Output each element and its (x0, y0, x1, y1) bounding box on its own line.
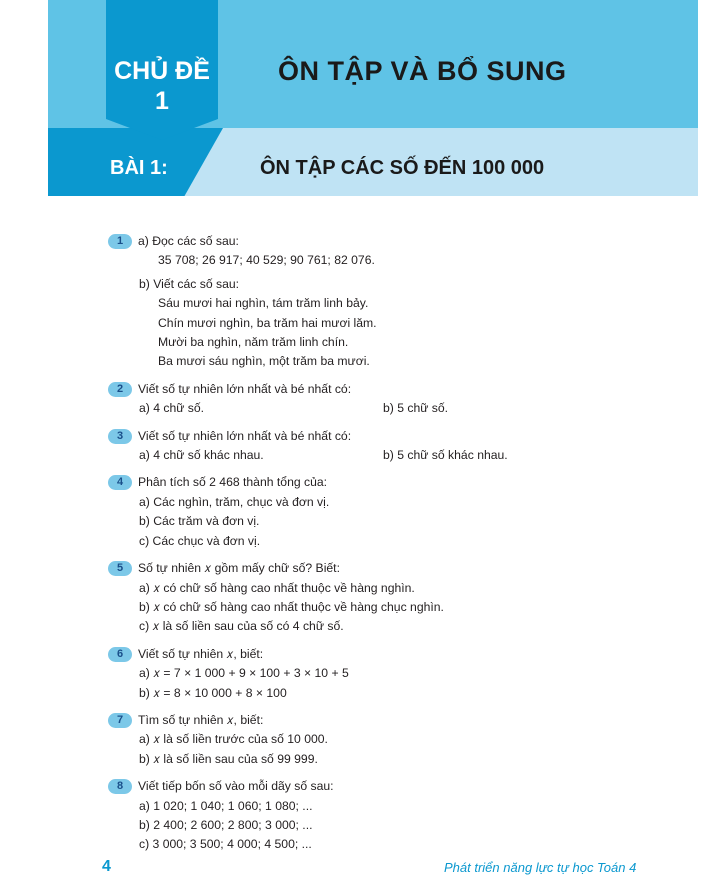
exercise-2 (108, 380, 668, 419)
exercise-question: Viết số tự nhiên lớn nhất và bé nhất có: (138, 428, 352, 443)
exercise-1 (108, 232, 668, 372)
exercise-question: Phân tích số 2 468 thành tổng của: (138, 475, 328, 490)
exercise-number-badge: 7 (108, 713, 132, 728)
exercise-part-b: b) 𝑥 là số liền sau của số 99 999. (139, 751, 318, 766)
exercise-8 (108, 777, 668, 855)
exercise-7 (108, 711, 668, 769)
exercise-number-badge: 6 (108, 647, 132, 662)
exercise-list (108, 232, 668, 863)
exercise-question: Viết số tự nhiên lớn nhất và bé nhất có: (138, 381, 352, 396)
exercise-4 (108, 473, 668, 551)
chapter-header (48, 0, 698, 196)
exercise-6 (108, 645, 668, 703)
exercise-part-b: b) 5 chữ số khác nhau. (383, 448, 508, 463)
exercise-number-badge: 3 (108, 429, 132, 444)
book-title: Phát triển năng lực tự học Toán 4 (444, 860, 637, 875)
exercise-number-badge: 5 (108, 561, 132, 576)
number-word-line: Chín mươi nghìn, ba trăm hai mươi lăm. (158, 315, 377, 330)
chapter-number: 1 (155, 87, 169, 115)
exercise-part-c: c) Các chục và đơn vị. (139, 533, 261, 548)
exercise-part-b: b) 2 400; 2 600; 2 800; 3 000; ... (139, 817, 313, 832)
exercise-number-badge: 1 (108, 234, 132, 249)
number-word-line: Sáu mươi hai nghìn, tám trăm linh bảy. (158, 296, 369, 311)
exercise-part-a: a) 𝑥 có chữ số hàng cao nhất thuộc về hàng nghìn. (139, 580, 415, 595)
exercise-5 (108, 559, 668, 637)
number-word-line: Mười ba nghìn, năm trăm linh chín. (158, 335, 349, 350)
exercise-question: Viết tiếp bốn số vào mỗi dãy số sau: (138, 779, 334, 794)
exercise-number-badge: 4 (108, 475, 132, 490)
number-list: 35 708; 26 917; 40 529; 90 761; 82 076. (158, 253, 375, 268)
exercise-question: Viết số tự nhiên 𝑥, biết: (138, 646, 264, 661)
exercise-number-badge: 2 (108, 382, 132, 397)
exercise-part-c: c) 𝑥 là số liền sau của số có 4 chữ số. (139, 619, 344, 634)
exercise-question: Số tự nhiên 𝑥 gồm mấy chữ số? Biết: (138, 561, 340, 576)
exercise-part-a: a) Đọc các số sau: (138, 234, 239, 248)
exercise-part-b: b) 𝑥 = 8 × 10 000 + 8 × 100 (139, 685, 287, 700)
exercise-part-a: a) 𝑥 = 7 × 1 000 + 9 × 100 + 3 × 10 + 5 (139, 666, 349, 681)
exercise-question: Tìm số tự nhiên 𝑥, biết: (138, 712, 264, 727)
number-word-line: Ba mươi sáu nghìn, một trăm ba mươi. (158, 354, 370, 369)
exercise-part-a: a) 1 020; 1 040; 1 060; 1 080; ... (139, 798, 313, 813)
exercise-part-b: b) Viết các số sau: (139, 276, 240, 291)
exercise-3 (108, 427, 668, 466)
exercise-part-b: b) Các trăm và đơn vị. (139, 514, 260, 529)
chapter-label-text: CHỦ ĐỀ (114, 57, 210, 85)
exercise-part-b: b) 𝑥 có chữ số hàng cao nhất thuộc về hàng chục nghìn. (139, 599, 444, 614)
lesson-title: ÔN TẬP CÁC SỐ ĐẾN 100 000 (260, 157, 545, 179)
exercise-part-a: a) 𝑥 là số liền trước của số 10 000. (139, 732, 328, 747)
exercise-part-b: b) 5 chữ số. (383, 401, 449, 416)
chapter-label (106, 56, 218, 116)
exercise-part-a: a) 4 chữ số khác nhau. (139, 448, 264, 463)
page-number: 4 (102, 858, 111, 875)
lesson-label: BÀI 1: (110, 157, 168, 179)
exercise-part-a: a) Các nghìn, trăm, chục và đơn vị. (139, 494, 330, 509)
chapter-title: ÔN TẬP VÀ BỔ SUNG (278, 56, 567, 86)
exercise-part-a: a) 4 chữ số. (139, 401, 205, 416)
exercise-part-c: c) 3 000; 3 500; 4 000; 4 500; ... (139, 837, 312, 852)
exercise-number-badge: 8 (108, 779, 132, 794)
